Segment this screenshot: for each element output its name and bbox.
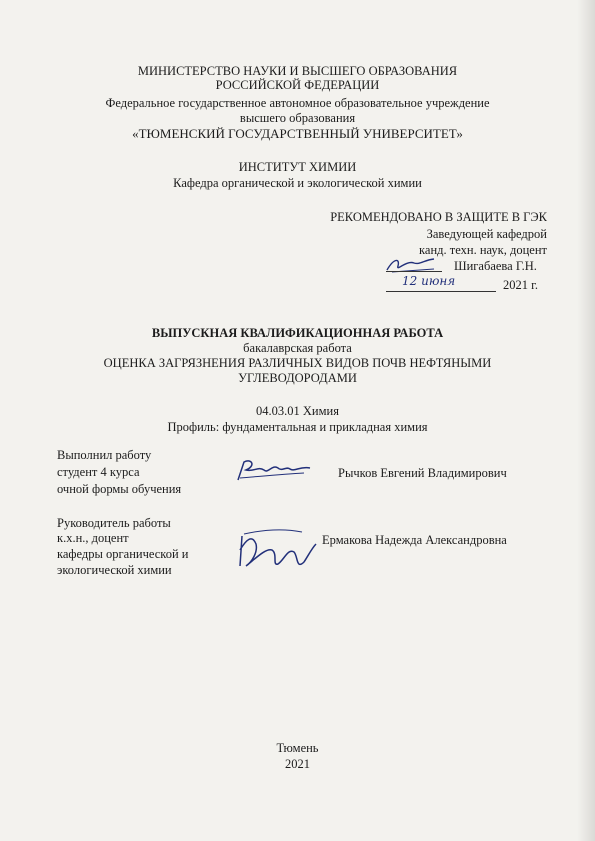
author-label-line-3: очной формы обучения: [57, 482, 182, 496]
page-shadow-edge: [577, 0, 595, 841]
approval-name: Шигабаева Г.Н.: [454, 259, 537, 273]
supervisor-label-line-3: кафедры органической и: [57, 547, 189, 561]
author-label-line-1: Выполнил работу: [57, 448, 152, 462]
department-name: Кафедра органической и экологической химии: [173, 176, 422, 190]
supervisor-label-line-2: к.х.н., доцент: [57, 531, 129, 545]
approval-title: РЕКОМЕНДОВАНО В ЗАЩИТЕ В ГЭК: [330, 210, 547, 224]
university-name: «ТЮМЕНСКИЙ ГОСУДАРСТВЕННЫЙ УНИВЕРСИТЕТ»: [132, 126, 463, 141]
author-name: Рычков Евгений Владимирович: [338, 466, 507, 480]
work-subtype: бакалаврская работа: [243, 341, 352, 355]
approval-date-line: [386, 291, 496, 292]
work-title-line-2: УГЛЕВОДОРОДАМИ: [238, 371, 357, 385]
supervisor-label-line-1: Руководитель работы: [57, 516, 171, 530]
approval-position-line-2: канд. техн. наук, доцент: [419, 243, 547, 257]
approval-year: 2021 г.: [503, 278, 538, 292]
supervisor-name: Ермакова Надежда Александровна: [322, 533, 507, 547]
supervisor-label-line-4: экологической химии: [57, 563, 172, 577]
head-signature-line: [386, 271, 442, 272]
study-profile: Профиль: фундаментальная и прикладная химия: [167, 420, 428, 434]
approval-position-line-1: Заведующей кафедрой: [426, 227, 547, 241]
approval-date-handwritten: 12 июня: [402, 274, 456, 288]
author-label-line-2: студент 4 курса: [57, 465, 140, 479]
supervisor-signature: [232, 526, 318, 576]
institute-name: ИНСТИТУТ ХИМИИ: [238, 160, 357, 174]
author-signature: [234, 456, 314, 486]
footer-city: Тюмень: [276, 741, 319, 755]
work-title-line-1: ОЦЕНКА ЗАГРЯЗНЕНИЯ РАЗЛИЧНЫХ ВИДОВ ПОЧВ НЕФТЯНЫМИ: [103, 356, 492, 370]
institution-line-2: высшего образования: [239, 111, 356, 125]
work-type: ВЫПУСКНАЯ КВАЛИФИКАЦИОННАЯ РАБОТА: [151, 326, 444, 340]
ministry-line-2: РОССИЙСКОЙ ФЕДЕРАЦИИ: [215, 78, 380, 92]
institution-line-1: Федеральное государственное автономное образовательное учреждение: [105, 96, 490, 110]
footer-year: 2021: [285, 757, 310, 771]
ministry-line-1: МИНИСТЕРСТВО НАУКИ И ВЫСШЕГО ОБРАЗОВАНИЯ: [137, 64, 458, 78]
head-signature: [384, 254, 440, 276]
specialty-code: 04.03.01 Химия: [256, 404, 339, 418]
